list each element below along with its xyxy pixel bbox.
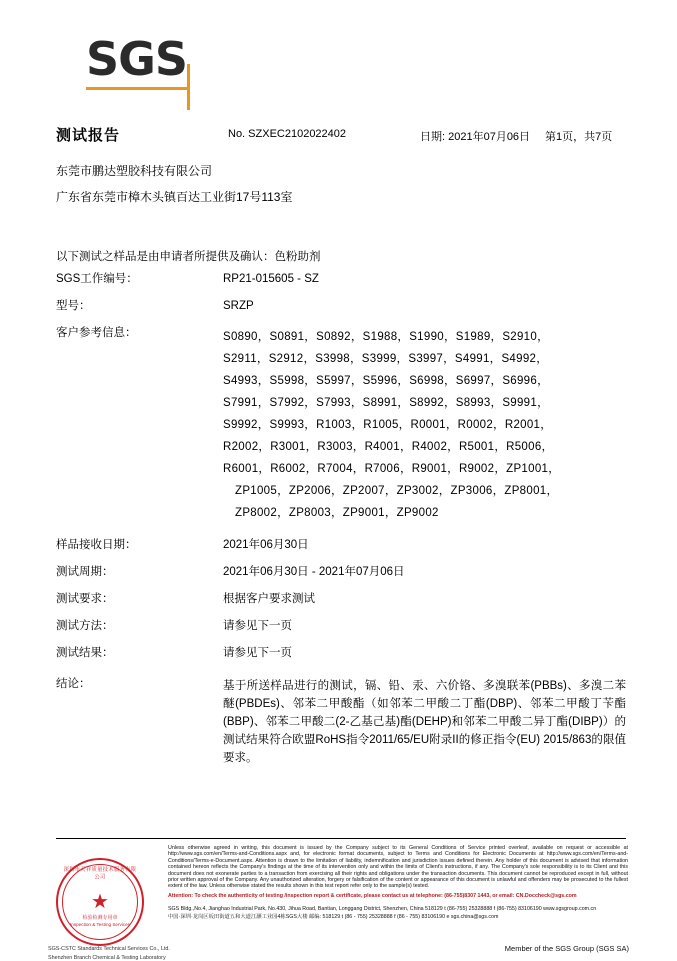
field-value: 根据客户要求测试: [223, 593, 315, 605]
page-title: 测试报告: [56, 127, 121, 144]
reference-line: S9992，S9993，R1003，R1005，R0001，R0002，R2001，: [223, 419, 553, 431]
office-address-block: [168, 905, 638, 921]
member-of-group-line: Member of the SGS Group (SGS SA): [504, 944, 629, 953]
field-label: 型号：: [56, 300, 91, 312]
field-value: 2021年06月30日: [223, 539, 309, 551]
field-label: 结论：: [56, 678, 91, 690]
client-company-name: 东莞市鹏达塑胶科技有限公司: [56, 164, 213, 178]
reference-line: ZP1005，ZP2006，ZP2007，ZP3002，ZP3006，ZP8001，: [235, 485, 559, 497]
field-value: 请参见下一页: [223, 647, 292, 659]
stamp-arc-mid-text: 检验检测专用章: [82, 915, 118, 921]
sgs-logo-text: SGS: [86, 32, 188, 86]
field-label: 样品接收日期：: [56, 539, 137, 551]
sample-declaration: 以下测试之样品是由申请者所提供及确认：色粉助剂: [56, 251, 321, 263]
page-count: 第1页，共7页: [545, 131, 613, 143]
field-row-conclusion: [56, 677, 626, 767]
conclusion-text: 基于所送样品进行的测试，镉、铅、汞、六价铬、多溴联苯(PBBs)、多溴二苯醚(PBDEs)、邻苯二甲酸酯（如邻苯二甲酸二丁酯(DBP)、邻苯二甲酸丁苄酯(BBP)、邻苯二甲酸二(2-乙基己基)酯(DEHP)和邻苯二甲酸二异丁酯(DIBP)）的测试结果符合欧盟RoHS指令2011/65/EU附录II的修正指令(EU) 2015/863的限值要求。: [223, 680, 626, 764]
field-row-test-result: [56, 646, 626, 661]
reference-line: ZP8002，ZP8003，ZP9001，ZP9002: [235, 507, 439, 519]
star-icon: ★: [91, 891, 109, 913]
company-stamp: [48, 856, 170, 961]
field-value: 2021年06月30日 - 2021年07月06日: [223, 566, 405, 578]
reference-line: R6001，R6002，R7004，R7006，R9001，R9002，ZP1001，: [223, 463, 561, 475]
field-row-model: [56, 299, 626, 314]
field-label: 测试结果：: [56, 647, 114, 659]
field-row-client-reference: [56, 326, 626, 524]
field-label: 测试方法：: [56, 620, 114, 632]
field-row-receive-date: [56, 538, 626, 553]
field-label: 测试要求：: [56, 593, 114, 605]
legal-disclaimer: [168, 845, 628, 900]
logo-accent-bar-horizontal: [86, 87, 190, 90]
field-row-test-method: [56, 619, 626, 634]
footer-divider: [56, 838, 626, 839]
field-value: RP21-015605 - SZ: [223, 273, 319, 285]
reference-line: S0890，S0891，S0892，S1988，S1990，S1989，S2910，: [223, 331, 549, 343]
reference-line: R2002，R3001，R3003，R4001，R4002，R5001，R5006，: [223, 441, 554, 453]
field-value: SRZP: [223, 300, 254, 312]
stamp-caption-line-1: SGS-CSTC Standards Technical Services Co., Ltd.: [48, 946, 170, 952]
legal-attention-note: Attention: To check the authenticity of testing /inspection report & certificate, please contact us at telephone: (86-755)8307 1443, or email: CN.Doccheck@sgs.com: [168, 892, 577, 899]
report-number: No. SZXEC2102022402: [228, 128, 347, 140]
field-value: 请参见下一页: [223, 620, 292, 632]
field-row-test-requirement: [56, 592, 626, 607]
office-address-cn: 中国·深圳·龙岗区坂田街道五和大道江灏工业园4栋SGS大楼 邮编: 518129 t (86 - 755) 25328888 f (86 - 755) 83106190 e sgs.china@sgs.com: [168, 914, 499, 920]
reference-line: S2911，S2912，S3998，S3999，S3997，S4991，S4992，: [223, 353, 549, 365]
reference-line: S4993，S5998，S5997，S5996，S6998，S6997，S6996，: [223, 375, 549, 387]
office-address-en: SGS Bldg.,No.4, Jianghao Industrial Park, No.430, Jihua Road, Bantian, Longgang District, Shenzhen, China 518129 t (86-755) 25328888 f (86-755) 83106190 www.sgsgroup.com.cn: [168, 906, 597, 912]
field-label: 测试周期：: [56, 566, 114, 578]
stamp-arc-top-text: 深圳市天祥质量技术服务有限公司: [63, 866, 137, 881]
client-address: 广东省东莞市樟木头镇百达工业街17号113室: [56, 190, 293, 204]
stamp-arc-bottom-text: Inspection & Testing Services: [70, 922, 130, 927]
field-row-test-period: [56, 565, 626, 580]
report-date: 日期: 2021年07月06日: [420, 131, 531, 143]
legal-paragraph: Unless otherwise agreed in writing, this document is issued by the Company subject to its General Conditions of Service printed overleaf, available on request or accessible at http://www.sgs.com/en/Terms-and-Conditions.aspx and, for electronic format documents, subject to Terms and Conditions for Electronic Documents at http://www.sgs.com/en/Terms-and-Conditions/Terms-e-Document.aspx. Attention is drawn to the limitation of liability, indemnification and jurisdiction issues defined therein. Any holder of this document is advised that information contained hereon reflects the Company's findings at the time of its intervention only and within the limits of Client's instructions, if any. The Company's sole responsibility is to its Client and this document does not exonerate parties to a transaction from exercising all their rights and obligations under the transaction documents. This document cannot be reproduced except in full, without prior written approval of the Company. Any unauthorized alteration, forgery or falsification of the content or appearance of this document is unlawful and offenders may be prosecuted to the fullest extent of the law. Unless otherwise stated the results shown in this test report refer only to the sample(s) tested.: [168, 845, 628, 890]
fields-table: [56, 272, 626, 779]
reference-line: S7991，S7992，S7993，S8991，S8992，S8993，S9991，: [223, 397, 549, 409]
field-label: SGS工作编号：: [56, 273, 138, 285]
stamp-caption-line-2: Shenzhen Branch Chemical & Testing Laboratory: [48, 955, 166, 961]
field-row-job-number: [56, 272, 626, 287]
sgs-logo: [86, 34, 196, 90]
field-label: 客户参考信息：: [56, 327, 137, 339]
client-reference-list: [223, 326, 626, 524]
